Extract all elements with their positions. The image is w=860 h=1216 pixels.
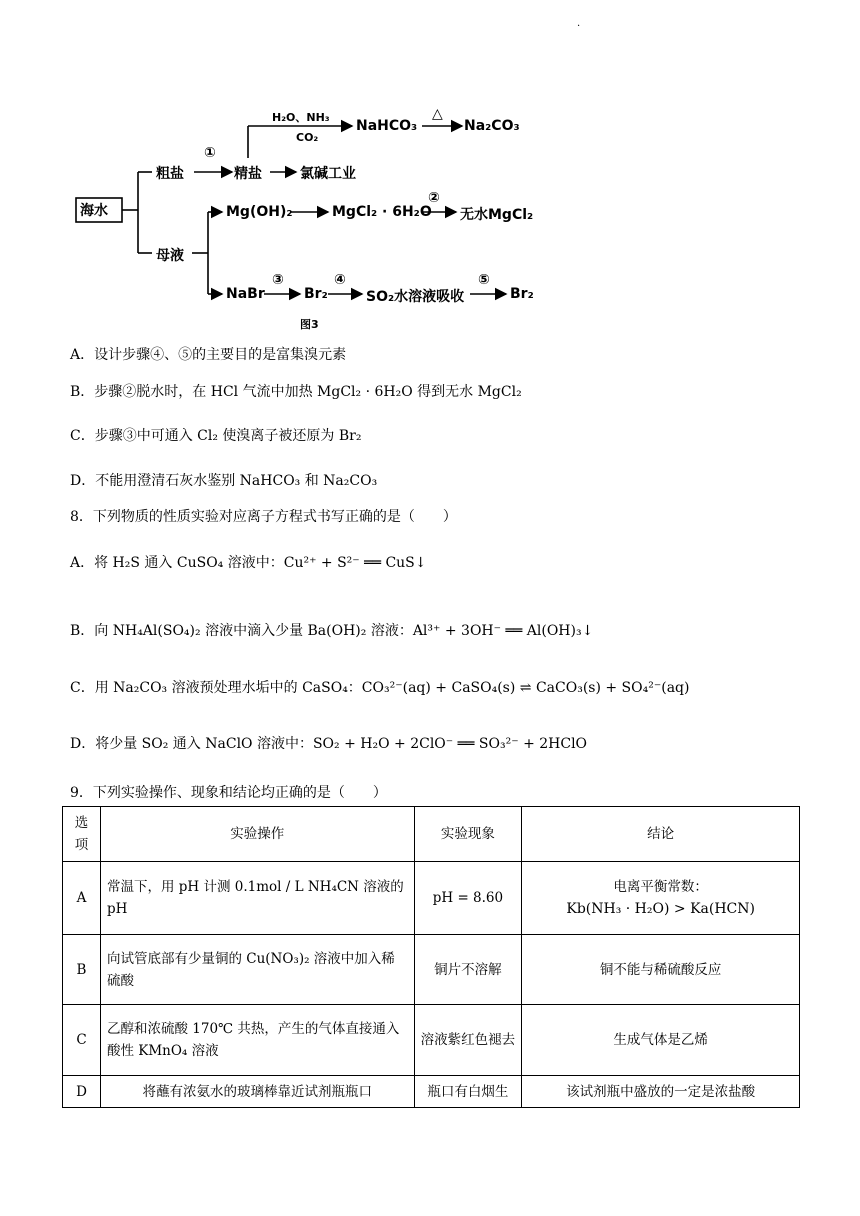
q8-stem: 8．下列物质的性质实验对应离子方程式书写正确的是（ ） [70, 509, 457, 525]
row-d-conclusion: 该试剂瓶中盛放的一定是浓盐酸 [522, 1076, 800, 1108]
br2-a-label: Br₂ [304, 286, 328, 302]
step2-marker: ② [428, 190, 440, 206]
q9-table [62, 806, 800, 1108]
seawater-label: 海水 [80, 203, 108, 219]
step1-marker: ① [204, 145, 216, 161]
header-operation: 实验操作 [100, 807, 414, 862]
row-a-operation: 常温下，用 pH 计测 0.1mol / L NH₄CN 溶液的 pH [100, 862, 414, 935]
row-a-conclusion-line2: Kb(NH₃ · H₂O) > Ka(HCN) [566, 901, 755, 917]
row-d-option: D [63, 1076, 101, 1108]
mother-liquor-label: 母液 [156, 248, 184, 264]
q7-option-b: B．步骤②脱水时，在 HCl 气流中加热 MgCl₂ · 6H₂O 得到无水 MgCl₂ [70, 384, 522, 400]
refined-salt-label: 精盐 [234, 166, 262, 182]
q9-stem: 9．下列实验操作、现象和结论均正确的是（ ） [70, 785, 387, 801]
nahco3-label: NaHCO₃ [356, 118, 418, 134]
row-a-conclusion [522, 862, 800, 935]
br2-b-label: Br₂ [510, 286, 534, 302]
row-b-phenomenon: 铜片不溶解 [414, 935, 522, 1005]
mgoh2-label: Mg(OH)₂ [226, 204, 293, 220]
row-b-operation: 向试管底部有少量铜的 Cu(NO₃)₂ 溶液中加入稀硫酸 [100, 935, 414, 1005]
header-option: 选项 [63, 807, 101, 862]
nabr-label: NaBr [226, 286, 265, 302]
row-a-option: A [63, 862, 101, 935]
figure-caption: 图3 [300, 318, 319, 331]
table-header-row [63, 807, 800, 862]
step5-marker: ⑤ [478, 272, 490, 288]
table-row [63, 935, 800, 1005]
row-c-option: C [63, 1005, 101, 1076]
q7-option-a: A．设计步骤④、⑤的主要目的是富集溴元素 [70, 347, 347, 363]
header-phenomenon: 实验现象 [414, 807, 522, 862]
q8-option-a: A．将 H₂S 通入 CuSO₄ 溶液中：Cu²⁺ + S²⁻ ══ CuS↓ [70, 555, 427, 571]
anhydrous-mgcl2-label: 无水MgCl₂ [460, 207, 534, 223]
row-b-conclusion: 铜不能与稀硫酸反应 [522, 935, 800, 1005]
reagents-bottom: CO₂ [296, 131, 319, 144]
mgcl2-hydrate-label: MgCl₂ · 6H₂O [332, 204, 432, 220]
q7-option-d: D．不能用澄清石灰水鉴别 NaHCO₃ 和 Na₂CO₃ [70, 473, 378, 489]
header-dot: . [577, 18, 581, 29]
heat-symbol: △ [432, 106, 443, 122]
step3-marker: ③ [272, 272, 284, 288]
q8-option-d: D．将少量 SO₂ 通入 NaClO 溶液中：SO₂ + H₂O + 2ClO⁻ ══ SO₃²⁻ + 2HClO [70, 736, 588, 752]
row-a-phenomenon: pH = 8.60 [414, 862, 522, 935]
reagents-top: H₂O、NH₃ [272, 111, 330, 124]
row-c-phenomenon: 溶液紫红色褪去 [414, 1005, 522, 1076]
chlor-alkali-label: 氯碱工业 [300, 166, 356, 182]
row-c-conclusion: 生成气体是乙烯 [522, 1005, 800, 1076]
crude-salt-label: 粗盐 [156, 166, 184, 182]
table-row [63, 1005, 800, 1076]
row-b-option: B [63, 935, 101, 1005]
row-c-operation: 乙醇和浓硫酸 170℃ 共热，产生的气体直接通入酸性 KMnO₄ 溶液 [100, 1005, 414, 1076]
q8-option-c: C．用 Na₂CO₃ 溶液预处理水垢中的 CaSO₄：CO₃²⁻(aq) + CaSO₄(s) ⇌ CaCO₃(s) + SO₄²⁻(aq) [70, 680, 690, 696]
so2-absorb-label: SO₂水溶液吸收 [366, 289, 465, 305]
table-row [63, 862, 800, 935]
row-a-conclusion-line1: 电离平衡常数： [613, 879, 708, 895]
na2co3-label: Na₂CO₃ [464, 118, 520, 134]
row-d-phenomenon: 瓶口有白烟生 [414, 1076, 522, 1108]
step4-marker: ④ [334, 272, 346, 288]
q8-option-b: B．向 NH₄Al(SO₄)₂ 溶液中滴入少量 Ba(OH)₂ 溶液：Al³⁺ + 3OH⁻ ══ Al(OH)₃↓ [70, 623, 594, 639]
table-row [63, 1076, 800, 1108]
q7-option-c: C．步骤③中可通入 Cl₂ 使溴离子被还原为 Br₂ [70, 428, 362, 444]
header-conclusion: 结论 [522, 807, 800, 862]
row-d-operation: 将蘸有浓氨水的玻璃棒靠近试剂瓶瓶口 [100, 1076, 414, 1108]
